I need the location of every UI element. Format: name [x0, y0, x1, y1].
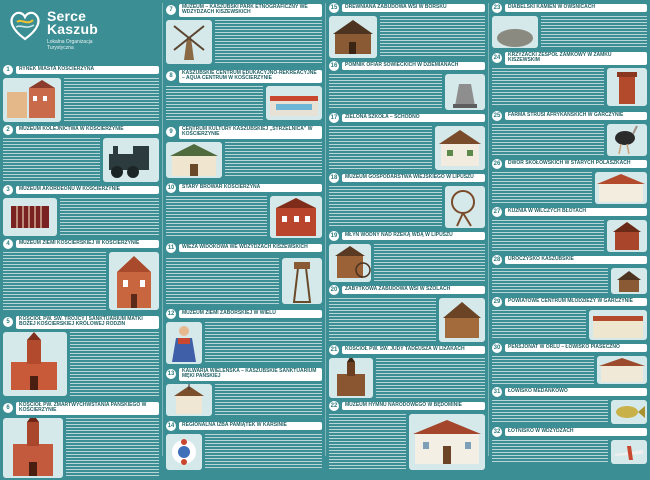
attraction-description — [166, 86, 263, 120]
attraction-entry[interactable] — [329, 230, 485, 282]
attraction-entry[interactable] — [3, 64, 159, 122]
church-tower-illustration — [3, 418, 63, 478]
attraction-entry[interactable] — [492, 158, 647, 204]
attraction-number: 9 — [166, 127, 176, 137]
attraction-title: KOŚCIÓŁ PW. ZMARTWYCHWSTANIA PAŃSKIEGO W KOŚCIERZYNIE — [16, 402, 159, 415]
observation-tower-illustration — [282, 258, 322, 304]
attraction-number: 22 — [330, 403, 338, 409]
attraction-description — [215, 384, 322, 416]
attraction-description — [492, 220, 604, 252]
attraction-title: KOŚCIÓŁ PW. ŚW. JUDY TADEUSZA W LIZAKACH — [342, 346, 485, 354]
attraction-number: 13 — [167, 371, 175, 377]
attraction-entry[interactable] — [329, 60, 485, 110]
brand-title — [47, 10, 98, 36]
attraction-title: UROCZYSKO KASZUBSKIE — [505, 256, 647, 264]
attraction-number: 11 — [167, 245, 175, 251]
brand-title-line1: Serce — [47, 8, 87, 24]
attraction-title: KASZUBSKIE CENTRUM EDUKACYJNO-REKREACYJNE – AQUA CENTRUM W KOŚCIERZYNIE — [179, 70, 322, 83]
attraction-number: 31 — [493, 389, 501, 395]
attraction-title: DREWNIANA ZABUDOWA WSI W BORSKU — [342, 4, 485, 12]
attraction-description — [376, 358, 485, 398]
attraction-title: POWIATOWE CENTRUM MŁODZIEŻY W GARCZYNIE — [505, 298, 647, 306]
attraction-number: 1 — [3, 65, 13, 75]
attraction-description — [205, 322, 322, 364]
attraction-title: DIABELSKI KAMIEŃ W OWŚNICACH — [505, 4, 647, 12]
attraction-entry[interactable] — [492, 426, 647, 466]
attraction-title: DWÓR SKOŁOWSKICH W STARYCH POLASZKACH — [505, 160, 647, 168]
attraction-title: MUZEUM AKORDEONU W KOŚCIERZYNIE — [16, 186, 159, 194]
attraction-title: ŁOTNISKO W WDZYDZACH — [505, 428, 647, 436]
attraction-number: 25 — [493, 113, 501, 119]
attraction-number: 8 — [166, 71, 176, 81]
attraction-number: 4 — [3, 239, 13, 249]
attraction-description — [329, 298, 436, 342]
attraction-entry[interactable] — [166, 420, 322, 470]
attraction-entry[interactable] — [166, 68, 322, 122]
attraction-description — [329, 126, 432, 170]
wooden-church-illustration — [329, 358, 373, 398]
attraction-description — [374, 244, 485, 282]
attraction-number: 27 — [493, 209, 501, 215]
attraction-entry[interactable] — [3, 400, 159, 480]
brand-subtitle — [47, 39, 93, 51]
column-4 — [489, 0, 650, 459]
attraction-description — [205, 434, 322, 470]
airfield-illustration — [611, 440, 647, 464]
attraction-entry[interactable] — [329, 172, 485, 228]
attraction-title: FARMA STRUSI AFRYKAŃSKICH W GARCZYNIE — [505, 112, 647, 120]
attraction-entry[interactable] — [329, 2, 485, 58]
attraction-number: 12 — [167, 311, 175, 317]
aqua-centre-illustration — [266, 86, 322, 120]
attraction-entry[interactable] — [492, 2, 647, 48]
youth-centre-illustration — [589, 310, 647, 340]
attraction-description — [3, 252, 106, 310]
column-1 — [0, 0, 162, 459]
attraction-number: 26 — [493, 161, 501, 167]
attraction-description — [329, 414, 406, 470]
attraction-entry[interactable] — [492, 386, 647, 424]
brand-logo — [3, 2, 159, 64]
attraction-entry[interactable] — [329, 284, 485, 342]
attraction-description — [492, 440, 608, 464]
boulder-illustration — [492, 16, 538, 48]
village-cottage-illustration — [439, 298, 485, 342]
attraction-description — [70, 332, 159, 396]
attraction-entry[interactable] — [329, 400, 485, 470]
museum-building-illustration — [109, 252, 159, 310]
church-illustration — [3, 332, 67, 396]
attraction-entry[interactable] — [3, 314, 159, 398]
attraction-number: 24 — [493, 55, 501, 61]
attraction-number: 5 — [3, 317, 13, 327]
attraction-title: MUZEUM KOLEJNICTWA W KOŚCIERZYNIE — [16, 126, 159, 134]
wooden-house-illustration — [329, 16, 377, 58]
town-square-illustration — [3, 78, 61, 122]
attraction-entry[interactable] — [492, 296, 647, 340]
attraction-number: 14 — [167, 423, 175, 429]
attraction-entry[interactable] — [166, 182, 322, 238]
attraction-title: MUZEUM GOSPODARSTWA WIEJSKIEGO W LIPUSZU — [342, 174, 485, 182]
attraction-entry[interactable] — [492, 50, 647, 108]
attraction-number: 3 — [3, 185, 13, 195]
brand-subtitle-line1: Lokalna Organizacja — [47, 39, 93, 45]
attraction-number: 32 — [493, 429, 501, 435]
embroidery-illustration — [166, 434, 202, 470]
attraction-number: 7 — [166, 5, 176, 15]
manor-illustration — [595, 172, 647, 204]
attraction-title: ZIELONA SZKOŁA – SCHODNO — [342, 114, 485, 122]
brand-title-line2: Kaszub — [47, 21, 98, 37]
attraction-title: RYNEK MIASTA KOŚCIERZYNA — [16, 66, 159, 74]
chapel-illustration — [166, 384, 212, 416]
attraction-entry[interactable] — [329, 344, 485, 398]
attraction-title: MUZEUM HYMNU NARODOWEGO W BĘDOMINIE — [342, 402, 485, 410]
attraction-description — [492, 172, 592, 204]
cultural-centre-illustration — [166, 142, 222, 178]
heart-logo-icon — [7, 8, 43, 42]
attraction-number: 2 — [3, 125, 13, 135]
windmill-illustration — [166, 20, 212, 64]
attraction-number: 28 — [493, 257, 501, 263]
column-3 — [326, 0, 488, 459]
attraction-title: REGIONALNA IZBA PAMIĄTEK W KARSINIE — [179, 422, 322, 430]
attraction-entry[interactable] — [166, 366, 322, 418]
attraction-title: MŁYN WODNY NAD RZEKĄ WDĄ W LIPUSZU — [342, 232, 485, 240]
attraction-title: POMNIK OFIAR SOWIECKICH W DZIEMIANACH — [342, 62, 485, 70]
guesthouse-illustration — [597, 356, 647, 384]
attraction-entry[interactable] — [3, 184, 159, 236]
attraction-title: KOŚCIÓŁ PW. ŚW. TRÓJCY I SANKTUARIUM MATKI BOŻEJ KOŚCIERSKIEJ KRÓLOWEJ RODZIN — [16, 316, 159, 329]
folk-figure-illustration — [166, 322, 202, 364]
attraction-entry[interactable] — [492, 342, 647, 384]
attraction-description — [66, 418, 159, 478]
attraction-number: 30 — [493, 345, 501, 351]
castle-tower-illustration — [607, 68, 647, 106]
attraction-description — [64, 78, 159, 122]
attraction-description — [492, 68, 604, 106]
attraction-number: 18 — [330, 175, 338, 181]
attraction-entry[interactable] — [492, 206, 647, 252]
attraction-title: KALWARIA WIELEŃSKA – KASZUBSKIE SANKTUARIUM MĘKI PAŃSKIEJ — [179, 368, 322, 381]
attraction-entry[interactable] — [166, 2, 322, 66]
attraction-entry[interactable] — [3, 124, 159, 182]
attraction-number: 16 — [330, 63, 338, 69]
attraction-description — [166, 258, 279, 304]
brand-subtitle-line2: Turystyczna — [47, 45, 74, 51]
attraction-number: 21 — [330, 347, 338, 353]
attraction-description — [492, 310, 586, 340]
attraction-entry[interactable] — [166, 308, 322, 364]
column-2 — [163, 0, 325, 459]
spinning-wheel-illustration — [445, 186, 485, 228]
locomotive-illustration — [103, 138, 159, 182]
fish-illustration — [611, 400, 647, 424]
attraction-title: MUZEUM ZIEMI ZABORSKIEJ W WIELU — [179, 310, 322, 318]
attraction-entry[interactable] — [3, 238, 159, 312]
attraction-description — [166, 196, 267, 238]
attraction-description — [492, 268, 608, 294]
attraction-number: 17 — [330, 115, 338, 121]
attraction-description — [492, 400, 608, 424]
attraction-entry[interactable] — [166, 124, 322, 180]
attraction-title: CENTRUM KULTURY KASZUBSKIEJ „STRZELNICA” W KOŚCIERZYNIE — [179, 126, 322, 139]
attraction-title: KUŹNIA W WILCZYCH BŁOTACH — [505, 208, 647, 216]
attraction-description — [329, 74, 442, 110]
attraction-number: 23 — [493, 5, 501, 11]
attraction-title: ŁOWISKO MEDANKOWO — [505, 388, 647, 396]
attraction-title: STARY BROWAR KOŚCIERZYNA — [179, 184, 322, 192]
ostrich-illustration — [607, 124, 647, 156]
attraction-title: MUZEUM – KASZUBSKI PARK ETNOGRAFICZNY WE WDZYDZACH KISZEWSKICH — [179, 4, 322, 17]
attraction-description — [215, 20, 322, 64]
brewery-illustration — [270, 196, 322, 238]
attraction-description — [60, 198, 159, 236]
accordion-illustration — [3, 198, 57, 236]
attraction-title: MUZEUM ZIEMI KOŚCIERSKIEJ W KOŚCIERZYNIE — [16, 240, 159, 248]
attraction-title: WIEŻA WIDOKOWA WE WDZYDZACH KISZEWSKICH — [179, 244, 322, 252]
attraction-entry[interactable] — [492, 110, 647, 156]
manor-house-illustration — [409, 414, 485, 470]
attraction-description — [3, 138, 100, 182]
attraction-title: PENSJONAT W ORLU – ŁOWISKO PIASECZNO — [505, 344, 647, 352]
attraction-number: 19 — [330, 233, 338, 239]
green-school-illustration — [435, 126, 485, 170]
attraction-number: 20 — [330, 287, 338, 293]
attraction-title: ZABYTKOWA ZABUDOWA WSI W SZOLACH — [342, 286, 485, 294]
attraction-entry[interactable] — [492, 254, 647, 294]
attraction-number: 6 — [3, 403, 13, 413]
attraction-description — [225, 142, 322, 178]
forge-illustration — [607, 220, 647, 252]
attraction-description — [492, 124, 604, 156]
attraction-title: KRZYŻACKI ZESPÓŁ ZAMKOWY W ZAMKU KISZEWSKIM — [505, 52, 647, 65]
attraction-description — [329, 186, 442, 228]
attraction-entry[interactable] — [329, 112, 485, 170]
watermill-illustration — [329, 244, 371, 282]
monument-illustration — [445, 74, 485, 110]
attraction-number: 29 — [493, 299, 501, 305]
attraction-entry[interactable] — [166, 240, 322, 306]
attraction-description — [492, 356, 594, 384]
attraction-number: 15 — [330, 5, 338, 11]
forest-cabin-illustration — [611, 268, 647, 294]
attraction-description — [541, 16, 647, 48]
attraction-description — [380, 16, 485, 58]
attraction-number: 10 — [167, 185, 175, 191]
